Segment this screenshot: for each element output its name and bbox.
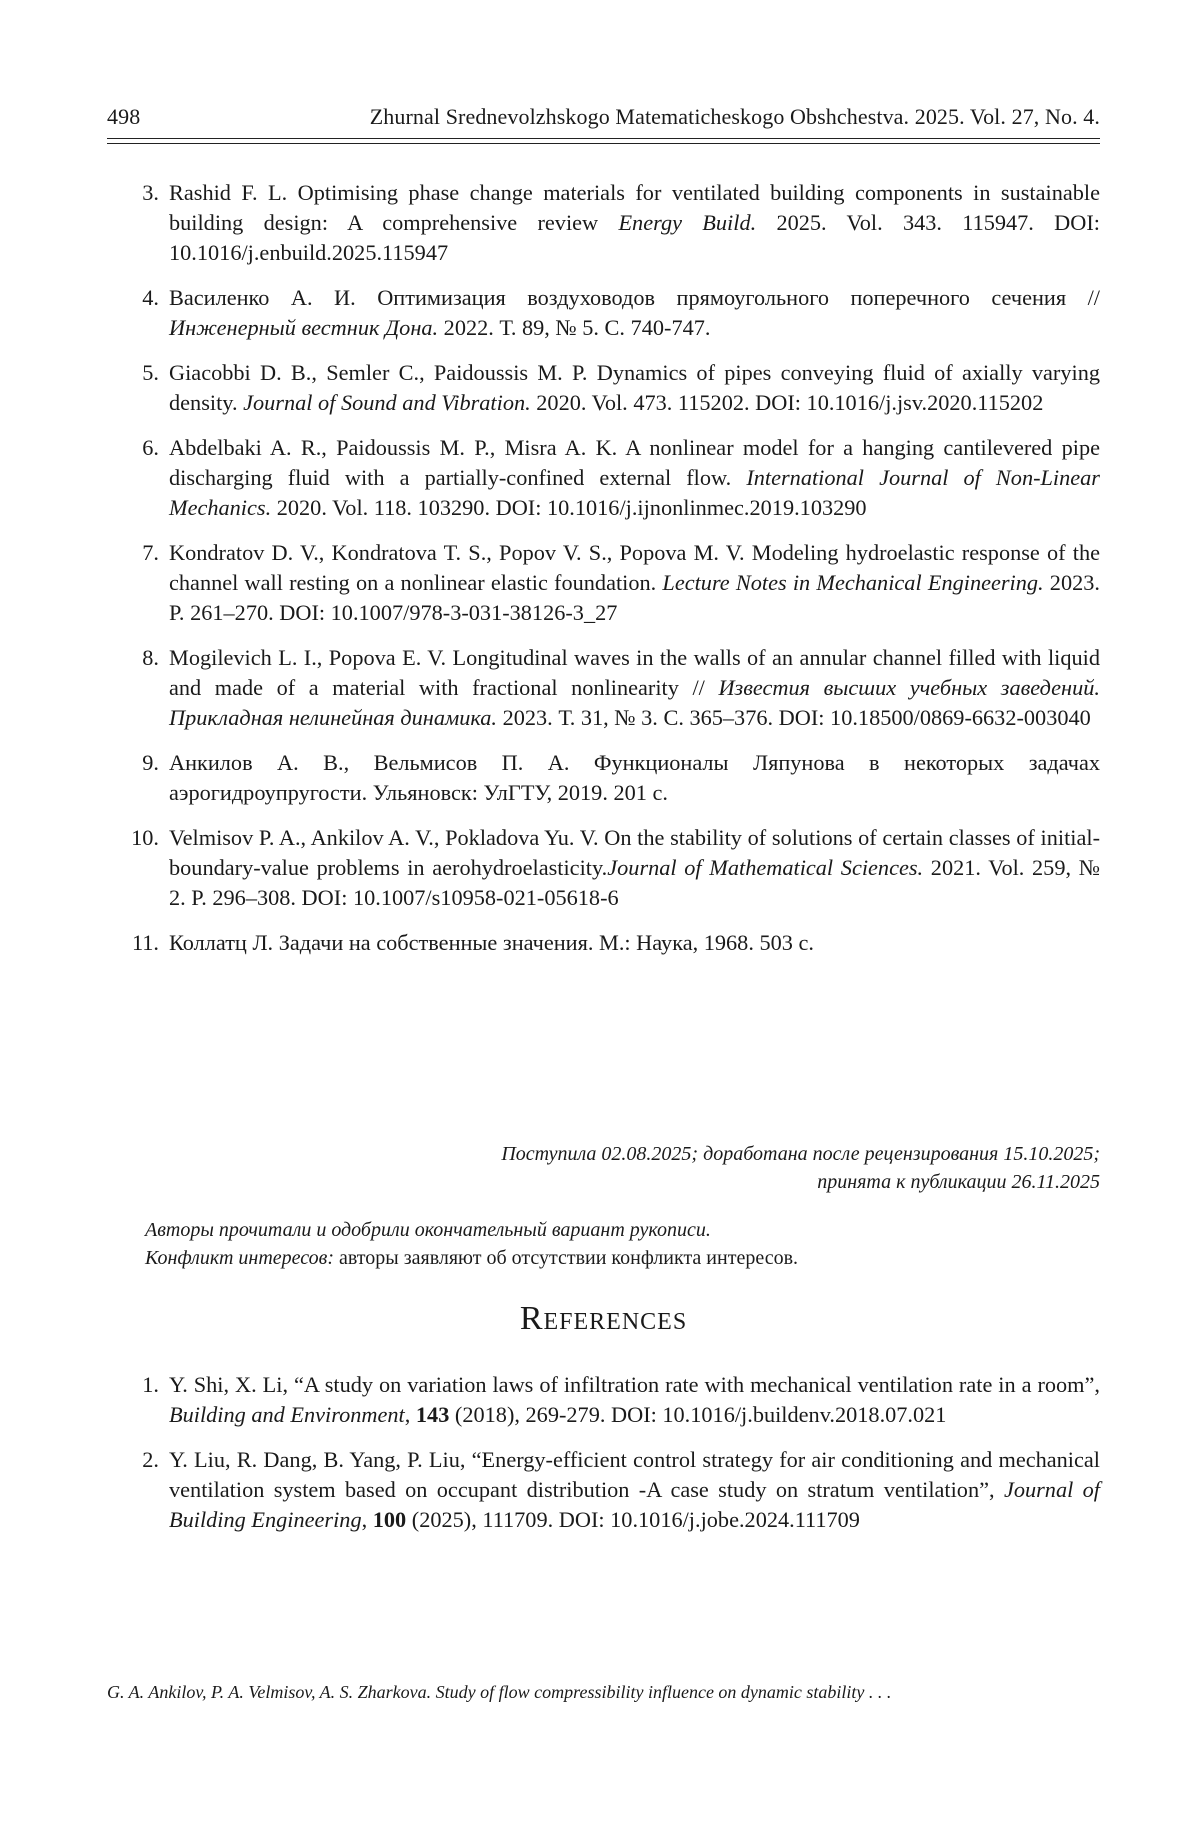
- reference-item: [107, 748, 1100, 808]
- reference-number: 6.: [142, 435, 159, 460]
- reference-text: Rashid F. L. Optimising phase change materials for ventilated building components in sustainable building design: A comprehensive review: [169, 180, 1100, 235]
- running-header: [107, 104, 1100, 130]
- reference-text: Mogilevich L. I., Popova E. V. Longitudinal waves in the walls of an annular channel filled with liquid and made of a material with fractional nonlinearity //: [169, 645, 1100, 700]
- reference-source: Journal of Building Engineering: [169, 1477, 1100, 1532]
- reference-details: (2018), 269-279. DOI: 10.1016/j.buildenv.2018.07.021: [449, 1402, 947, 1427]
- russian-reference-list: [107, 178, 1100, 973]
- reference-details: 2021. Vol. 259, № 2. P. 296–308. DOI: 10.1007/s10958-021-05618-6: [169, 855, 1100, 910]
- reference-details: 2023. P. 261–270. DOI: 10.1007/978-3-031-38126-3_27: [169, 570, 1100, 625]
- reference-number: 9.: [142, 750, 159, 775]
- reference-source: Energy Build.: [618, 210, 757, 235]
- reference-volume: 143: [415, 1402, 450, 1427]
- reference-text: Василенко А. И. Оптимизация воздуховодов прямоугольного поперечного сечения //: [169, 285, 1100, 310]
- reference-volume: 100: [372, 1507, 407, 1532]
- approval-note: Авторы прочитали и одобрили окончательный вариант рукописи.: [145, 1219, 711, 1241]
- reference-details: 2025. Vol. 343. 115947. DOI: 10.1016/j.enbuild.2025.115947: [169, 210, 1100, 265]
- reference-number: 2.: [142, 1447, 159, 1472]
- reference-text: Kondratov D. V., Kondratova T. S., Popov V. S., Popova M. V. Modeling hydroelastic response of the channel wall resting on a nonlinear elastic foundation.: [169, 540, 1100, 595]
- reference-item: [107, 538, 1100, 628]
- reference-item: [107, 1445, 1100, 1535]
- reference-item: [107, 433, 1100, 523]
- journal-title: Zhurnal Srednevolzhskogo Matematicheskogo Obshchestva. 2025. Vol. 27, No. 4.: [369, 104, 1100, 129]
- reference-source: Building and Environment: [169, 1402, 405, 1427]
- header-rule-bottom: [107, 143, 1100, 144]
- conflict-label: Конфликт интересов:: [145, 1247, 334, 1269]
- running-footer: G. A. Ankilov, P. A. Velmisov, A. S. Zharkova. Study of flow compressibility influence on dynamic stability . . .: [107, 1682, 892, 1702]
- conflict-text: авторы заявляют об отсутствии конфликта интересов.: [333, 1247, 799, 1269]
- reference-item: [107, 178, 1100, 268]
- header-rule-top: [107, 138, 1100, 139]
- reference-item: [107, 928, 1100, 958]
- reference-item: [107, 358, 1100, 418]
- reference-source: Journal of Sound and Vibration.: [243, 390, 531, 415]
- reference-text: Giacobbi D. B., Semler C., Paidoussis M. P. Dynamics of pipes conveying fluid of axially varying density.: [169, 360, 1100, 415]
- reference-text: Анкилов А. В., Вельмисов П. А. Функционалы Ляпунова в некоторых задачах аэрогидроупругости. Ульяновск: УлГТУ, 2019. 201 с.: [169, 750, 1100, 805]
- received-line-1: Поступила 02.08.2025; доработана после рецензирования 15.10.2025;: [501, 1143, 1100, 1165]
- reference-separator: ,: [361, 1507, 373, 1532]
- reference-item: [107, 1370, 1100, 1430]
- reference-number: 7.: [142, 540, 159, 565]
- reference-text: Abdelbaki A. R., Paidoussis M. P., Misra A. K. A nonlinear model for a hanging cantilevered pipe discharging fluid with a partially-confined external flow.: [169, 435, 1100, 490]
- reference-source: Lecture Notes in Mechanical Engineering.: [662, 570, 1044, 595]
- received-line-2: принята к публикации 26.11.2025: [817, 1171, 1100, 1193]
- reference-item: [107, 283, 1100, 343]
- received-dates: [107, 1140, 1100, 1196]
- reference-details: (2025), 111709. DOI: 10.1016/j.jobe.2024.111709: [406, 1507, 860, 1532]
- reference-separator: ,: [404, 1402, 416, 1427]
- reference-item: [107, 643, 1100, 733]
- reference-text: Velmisov P. A., Ankilov A. V., Pokladova Yu. V. On the stability of solutions of certain classes of initial-boundary-value problems in aerohydroelasticity.: [169, 825, 1100, 880]
- reference-text: Y. Liu, R. Dang, B. Yang, P. Liu, “Energy-efficient control strategy for air conditioning and mechanical ventilation system based on occupant distribution -A case study on stratum ventilation”,: [169, 1447, 1100, 1502]
- conflict-note: [145, 1244, 798, 1272]
- reference-details: 2020. Vol. 473. 115202. DOI: 10.1016/j.jsv.2020.115202: [530, 390, 1044, 415]
- reference-source: International Journal of Non-Linear Mechanics.: [169, 465, 1100, 520]
- references-heading: References: [519, 1300, 688, 1337]
- reference-text: Y. Shi, X. Li, “A study on variation laws of infiltration rate with mechanical ventilation rate in a room”,: [169, 1372, 1100, 1397]
- reference-details: 2023. Т. 31, № 3. С. 365–376. DOI: 10.18500/0869-6632-003040: [497, 705, 1091, 730]
- reference-number: 10.: [131, 825, 159, 850]
- reference-number: 11.: [131, 930, 159, 955]
- reference-source: Инженерный вестник Дона.: [169, 315, 439, 340]
- english-reference-list: [107, 1370, 1100, 1550]
- page-number: 498: [107, 104, 141, 129]
- reference-item: [107, 823, 1100, 913]
- reference-number: 5.: [142, 360, 159, 385]
- reference-details: 2022. Т. 89, № 5. С. 740-747.: [438, 315, 711, 340]
- reference-source: Journal of Mathematical Sciences.: [607, 855, 924, 880]
- reference-number: 4.: [142, 285, 159, 310]
- reference-text: Коллатц Л. Задачи на собственные значения. М.: Наука, 1968. 503 с.: [169, 930, 814, 955]
- author-notes: [145, 1216, 798, 1272]
- reference-details: 2020. Vol. 118. 103290. DOI: 10.1016/j.ijnonlinmec.2019.103290: [271, 495, 867, 520]
- reference-source: Известия высших учебных заведений. Прикладная нелинейная динамика.: [169, 675, 1100, 730]
- reference-number: 3.: [142, 180, 159, 205]
- reference-number: 1.: [142, 1372, 159, 1397]
- reference-number: 8.: [142, 645, 159, 670]
